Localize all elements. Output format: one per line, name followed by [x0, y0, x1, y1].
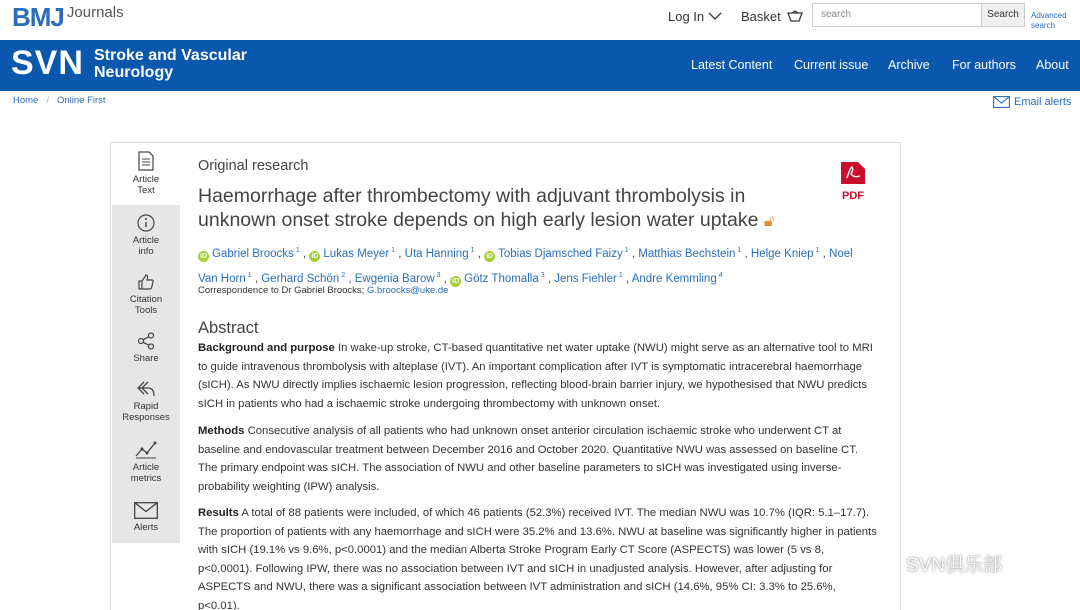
author-separator: , [440, 272, 451, 285]
author-affiliation[interactable]: 1 [618, 271, 623, 279]
author-name[interactable]: Uta Hanning [404, 247, 469, 260]
orcid-icon[interactable]: iD [486, 252, 494, 260]
orcid-icon[interactable]: iD [311, 252, 319, 260]
author-name[interactable]: Andre Kemmling [631, 272, 717, 285]
email-alerts-label: Email alerts [1014, 96, 1072, 108]
author-item [355, 273, 441, 285]
breadcrumb-online-first[interactable]: Online First [56, 95, 106, 106]
author-separator: , [251, 272, 262, 285]
author-separator: , [395, 247, 405, 260]
author-separator: , [544, 272, 555, 285]
abstract-section-label: Results [198, 507, 239, 519]
author-affiliation[interactable]: 2 [341, 271, 346, 279]
email-alerts-link[interactable] [993, 96, 1071, 108]
breadcrumb-home[interactable]: Home [13, 95, 39, 106]
article-title [198, 184, 798, 234]
login-label: Log In [668, 9, 705, 24]
author-separator: , [819, 247, 830, 260]
section-type: Original research [198, 158, 309, 174]
bmj-journals-text: Journals [66, 4, 124, 21]
sidebar-label-line2: info [138, 246, 154, 257]
author-affiliation[interactable]: 1 [815, 247, 820, 254]
author-name[interactable]: Götz Thomalla [464, 272, 539, 285]
nav-latest-content[interactable]: Latest Content [691, 58, 773, 72]
author-name[interactable]: Jens Fiehler [554, 272, 617, 285]
author-item [198, 248, 300, 260]
basket-label: Basket [741, 9, 781, 24]
abstract-section-label: Background and purpose [198, 342, 335, 354]
top-bar [0, 0, 1080, 40]
bmj-logo-text: BMJ [12, 2, 64, 32]
nav-current-issue[interactable]: Current issue [794, 58, 869, 72]
journal-name-line1: Stroke and Vascular [94, 47, 247, 64]
sidebar-label-line1: Rapid [133, 401, 159, 412]
advanced-search-line2: search [1031, 21, 1056, 30]
author-item [450, 273, 544, 285]
pdf-icon [840, 161, 866, 185]
login-link[interactable] [668, 9, 722, 24]
watermark-text: SVN俱乐部 [906, 555, 1003, 576]
open-access-icon: 🔓︎ [763, 213, 775, 230]
author-affiliation[interactable]: 1 [737, 247, 742, 254]
abstract-section-text: A total of 88 patients were included, of which 46 patients (52.3%) received IVT. The median NWU was 10.7% (IQR: 5.1–17.7). The proportion of patients with any haemorrhage and sICH were 35.2% and 13.6%. NWU at baseline was significantly higher in patients with sICH (19.1% vs 9.6%, p<0.0001) and the median Alberta Stroke Program Early CT Score (ASPECTS) was lower (5 vs 8, p<0.0001). Following IPW, there was no association between IVT and sICH in unadjusted analysis. However, after adjusting for ASPECTS and NWU, there was a significant association between IVT administration and sICH (14.6%, 95% CI: 3.3% to 25.6%, p<0.01). [198, 507, 877, 610]
document-icon [138, 151, 154, 171]
author-item [309, 248, 395, 260]
author-item [405, 248, 475, 260]
abstract-heading: Abstract [198, 319, 259, 337]
envelope-icon [134, 502, 158, 519]
nav-archive[interactable]: Archive [888, 58, 930, 72]
author-name[interactable]: Gerhard Schön [261, 272, 340, 285]
abstract-methods [198, 422, 878, 496]
info-icon [137, 214, 155, 232]
sidebar-item-rapid-responses[interactable] [112, 380, 180, 423]
breadcrumb [13, 95, 106, 106]
abstract-results [198, 504, 878, 610]
author-item [751, 248, 820, 260]
journal-name-line2: Neurology [94, 64, 174, 81]
abstract-section-text: Consecutive analysis of all patients who had unknown onset anterior circulation ischaemic stroke who underwent CT at baseline and endovascular treatment between December 2016 and October 2020. Quantitative NWU was assessed on baseline CT. The primary endpoint was sICH. The association of NWU and other baseline parameters to sICH was investigated using inverse-probability weighting (IPW) analysis. [198, 425, 858, 493]
author-separator: , [741, 247, 751, 260]
author-item [638, 248, 741, 260]
chevron-down-icon [708, 12, 722, 21]
basket-icon [787, 10, 803, 23]
author-name[interactable]: Ewgenia Barow [354, 272, 435, 285]
orcid-icon[interactable]: iD [452, 277, 460, 285]
author-affiliation[interactable]: 1 [470, 247, 475, 254]
author-list [198, 240, 858, 290]
journal-name[interactable] [94, 47, 247, 81]
author-separator: , [622, 272, 632, 285]
abstract-background [198, 339, 878, 413]
sidebar-item-alerts[interactable] [112, 502, 180, 533]
sidebar-label-line1: Article [132, 462, 160, 473]
bmj-logo[interactable] [12, 2, 124, 32]
correspondence-email[interactable]: G.broocks@uke.de [366, 285, 449, 296]
breadcrumb-separator: / [46, 95, 49, 106]
author-separator: , [299, 247, 310, 260]
author-name[interactable]: Matthias Bechstein [638, 247, 736, 260]
sidebar-label-line1: Citation [129, 294, 163, 305]
envelope-icon [993, 96, 1010, 108]
author-item [554, 273, 623, 285]
advanced-search-line1: Advanced [1031, 11, 1067, 20]
abstract-section-text: In wake-up stroke, CT-based quantitative net water uptake (NWU) might serve as an alternative tool to MRI to guide intravenous thrombolysis with alteplase (IVT). An important complication after IVT is symptomatic intracerebral haemorrhage (sICH). As NWU directly implies ischaemic lesion progression, reflecting blood-brain barrier injury, we hypothesised that NWU predicts sICH in patients who had a ischaemic stroke undergoing thrombectomy with unknown onset. [198, 342, 873, 410]
thumbs-up-icon [137, 273, 155, 291]
wechat-icon [866, 551, 900, 577]
author-affiliation[interactable]: 4 [718, 271, 723, 279]
sidebar-label-line2: Tools [134, 305, 158, 316]
chart-icon [135, 441, 157, 459]
sidebar-label-line1: Alerts [133, 522, 159, 533]
author-affiliation[interactable]: 3 [540, 271, 545, 279]
author-separator: , [345, 272, 355, 285]
sidebar-label-line1: Share [133, 353, 159, 364]
article-title-text: Haemorrhage after thrombectomy with adjuvant thrombolysis in unknown onset stroke depends on high early lesion water uptake [198, 185, 759, 231]
nav-for-authors[interactable]: For authors [952, 58, 1016, 72]
author-affiliation[interactable]: 1 [391, 247, 396, 254]
author-affiliation[interactable]: 1 [247, 271, 252, 279]
nav-about[interactable]: About [1036, 58, 1069, 72]
advanced-search-link[interactable] [1031, 11, 1067, 31]
sidebar-label-line2: Text [137, 185, 155, 196]
author-separator: , [474, 247, 485, 260]
author-name[interactable]: Lukas Meyer [323, 247, 390, 260]
abstract-section-label: Methods [198, 425, 245, 437]
author-name[interactable]: Gabriel Broocks [212, 247, 294, 260]
watermark [866, 550, 1002, 577]
correspondence-label: Correspondence to Dr Gabriel Broocks; [198, 285, 365, 296]
journal-header [0, 40, 1080, 91]
pdf-label: PDF [842, 190, 864, 202]
author-item [261, 273, 345, 285]
sidebar-label-line2: Responses [122, 412, 170, 423]
author-separator: , [628, 247, 639, 260]
share-icon [137, 332, 155, 350]
sidebar-item-article-info[interactable] [112, 214, 180, 257]
sidebar-label-line2: metrics [130, 473, 162, 484]
search-input[interactable]: search [812, 3, 982, 27]
sidebar-item-article-metrics[interactable] [112, 441, 180, 484]
search-button[interactable]: Search [981, 3, 1025, 27]
author-affiliation[interactable]: 1 [295, 247, 300, 254]
sidebar-label-line1: Article [132, 235, 160, 246]
sidebar-item-citation-tools[interactable] [112, 273, 180, 316]
sidebar-label-line1: Article [132, 174, 160, 185]
orcid-icon[interactable]: iD [200, 252, 207, 260]
author-name[interactable]: Noel Van Horn [198, 247, 853, 285]
author-name[interactable]: Helge Kniep [750, 247, 814, 260]
pdf-download[interactable] [839, 161, 867, 202]
author-affiliation[interactable]: 1 [624, 247, 629, 254]
correspondence [198, 285, 448, 296]
author-item [484, 248, 629, 260]
reply-icon [136, 380, 156, 398]
sidebar-item-article-text[interactable] [112, 143, 180, 205]
author-item [632, 273, 723, 285]
svn-logo[interactable]: SVN [11, 44, 84, 82]
sidebar-item-share[interactable] [112, 332, 180, 364]
author-affiliation[interactable]: 3 [436, 271, 441, 279]
basket-link[interactable] [741, 9, 803, 24]
author-name[interactable]: Tobias Djamsched Faizy [498, 247, 623, 260]
